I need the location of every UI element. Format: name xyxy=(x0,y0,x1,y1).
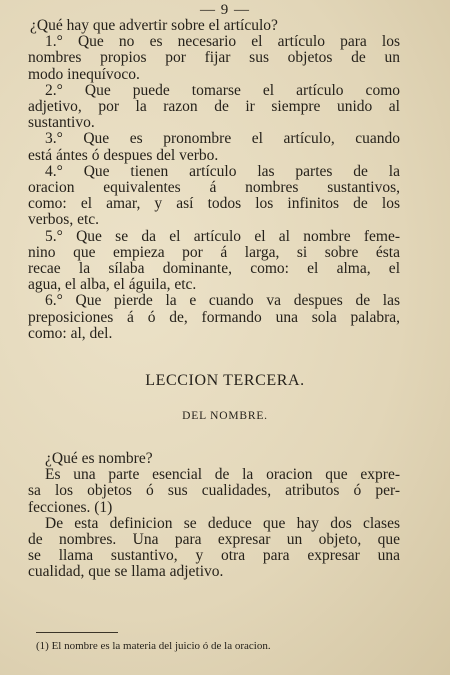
text-line: nino que empieza por á larga, si sobre ésta xyxy=(28,243,400,261)
footnote: (1) El nombre es la materia del juicio ó de la oracion. xyxy=(36,640,271,652)
text-line: sustantivo. xyxy=(28,114,95,132)
text-line: De esta definicion se deduce que hay dos clases xyxy=(45,514,400,532)
text-line: 6.° Que pierde la e cuando va despues de las xyxy=(45,292,400,310)
footnote-rule xyxy=(36,632,118,633)
text-line: se llama sustantivo, y otra para expresar una xyxy=(28,547,400,565)
question-line: ¿Qué hay que advertir sobre el artículo? xyxy=(30,17,278,34)
page-number: — 9 — xyxy=(200,2,250,18)
text-line: agua, el alba, el águila, etc. xyxy=(28,276,197,294)
text-line: sa los objetos ó sus cualidades, atributos ó per- xyxy=(28,482,400,500)
text-line: 3.° Que es pronombre el artículo, cuando xyxy=(45,130,400,148)
text-line: Es una parte esencial de la oracion que expre- xyxy=(45,466,400,484)
noun-definition-block xyxy=(28,451,400,581)
text-line: adjetivo, por la razon de ir siempre unido al xyxy=(28,98,400,116)
text-line: verbos, etc. xyxy=(28,211,100,229)
text-line: como: el amar, y así todos los infinitos de los xyxy=(28,195,400,213)
article-notes-block xyxy=(28,18,400,342)
text-line: nombres propios por fijar sus objetos de un xyxy=(28,49,400,67)
text-line: fecciones. (1) xyxy=(28,498,113,516)
text-line: 1.° Que no es necesario el artículo para los xyxy=(45,33,400,51)
question-line: ¿Qué es nombre? xyxy=(45,450,153,467)
text-line: cualidad, que se llama adjetivo. xyxy=(28,563,224,581)
text-line: 5.° Que se da el artículo el al nombre feme- xyxy=(45,227,400,245)
text-line: está ántes ó despues del verbo. xyxy=(28,146,219,164)
text-line: modo inequívoco. xyxy=(28,65,140,83)
text-line: 4.° Que tienen artículo las partes de la xyxy=(45,162,400,180)
text-line: preposiciones á ó de, formando una sola palabra, xyxy=(28,308,400,326)
text-line: recae la sílaba dominante, como: el alma, el xyxy=(28,260,400,278)
text-line: como: al, del. xyxy=(28,324,113,342)
lesson-subtitle: DEL NOMBRE. xyxy=(182,410,268,422)
text-line: oracion equivalentes á nombres sustantivos, xyxy=(28,179,400,197)
text-line: 2.° Que puede tomarse el artículo como xyxy=(45,81,400,99)
text-line: de nombres. Una para expresar un objeto, que xyxy=(28,531,400,549)
lesson-title: LECCION TERCERA. xyxy=(145,372,305,389)
